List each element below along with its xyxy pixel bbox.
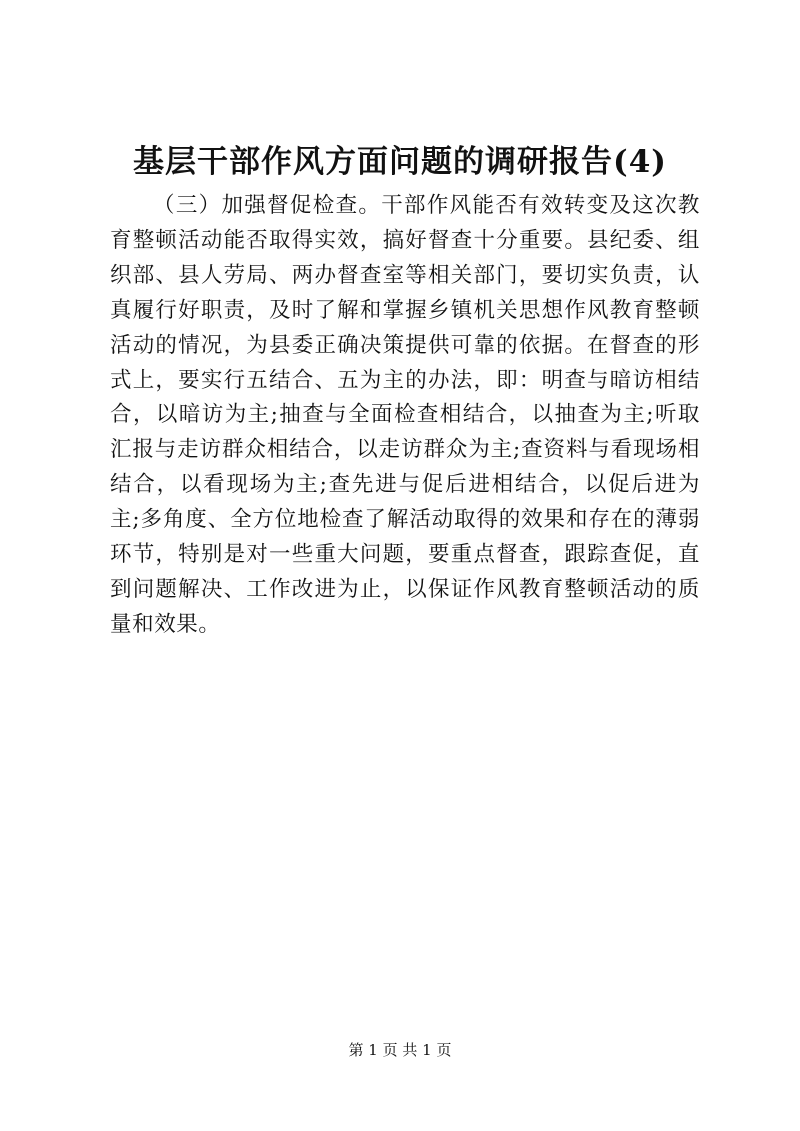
- body-paragraph: （三）加强督促检查。干部作风能否有效转变及这次教育整顿活动能否取得实效，搞好督查十分重要。县纪委、组织部、县人劳局、两办督查室等相关部门，要切实负责，认真履行好职责，及时了解和掌握乡镇机关思想作风教育整顿活动的情况，为县委正确决策提供可靠的依据。在督查的形式上，要实行五结合、五为主的办法，即：明查与暗访相结合，以暗访为主;抽查与全面检查相结合，以抽查为主;听取汇报与走访群众相结合，以走访群众为主;查资料与看现场相结合，以看现场为主;查先进与促后进相结合，以促后进为主;多角度、全方位地检查了解活动取得的效果和存在的薄弱环节，特别是对一些重大问题，要重点督查，跟踪查促，直到问题解决、工作改进为止，以保证作风教育整顿活动的质量和效果。: [110, 193, 700, 637]
- document-title: 基层干部作风方面问题的调研报告(4): [133, 144, 667, 180]
- page-footer: 第 1 页 共 1 页: [348, 1041, 452, 1059]
